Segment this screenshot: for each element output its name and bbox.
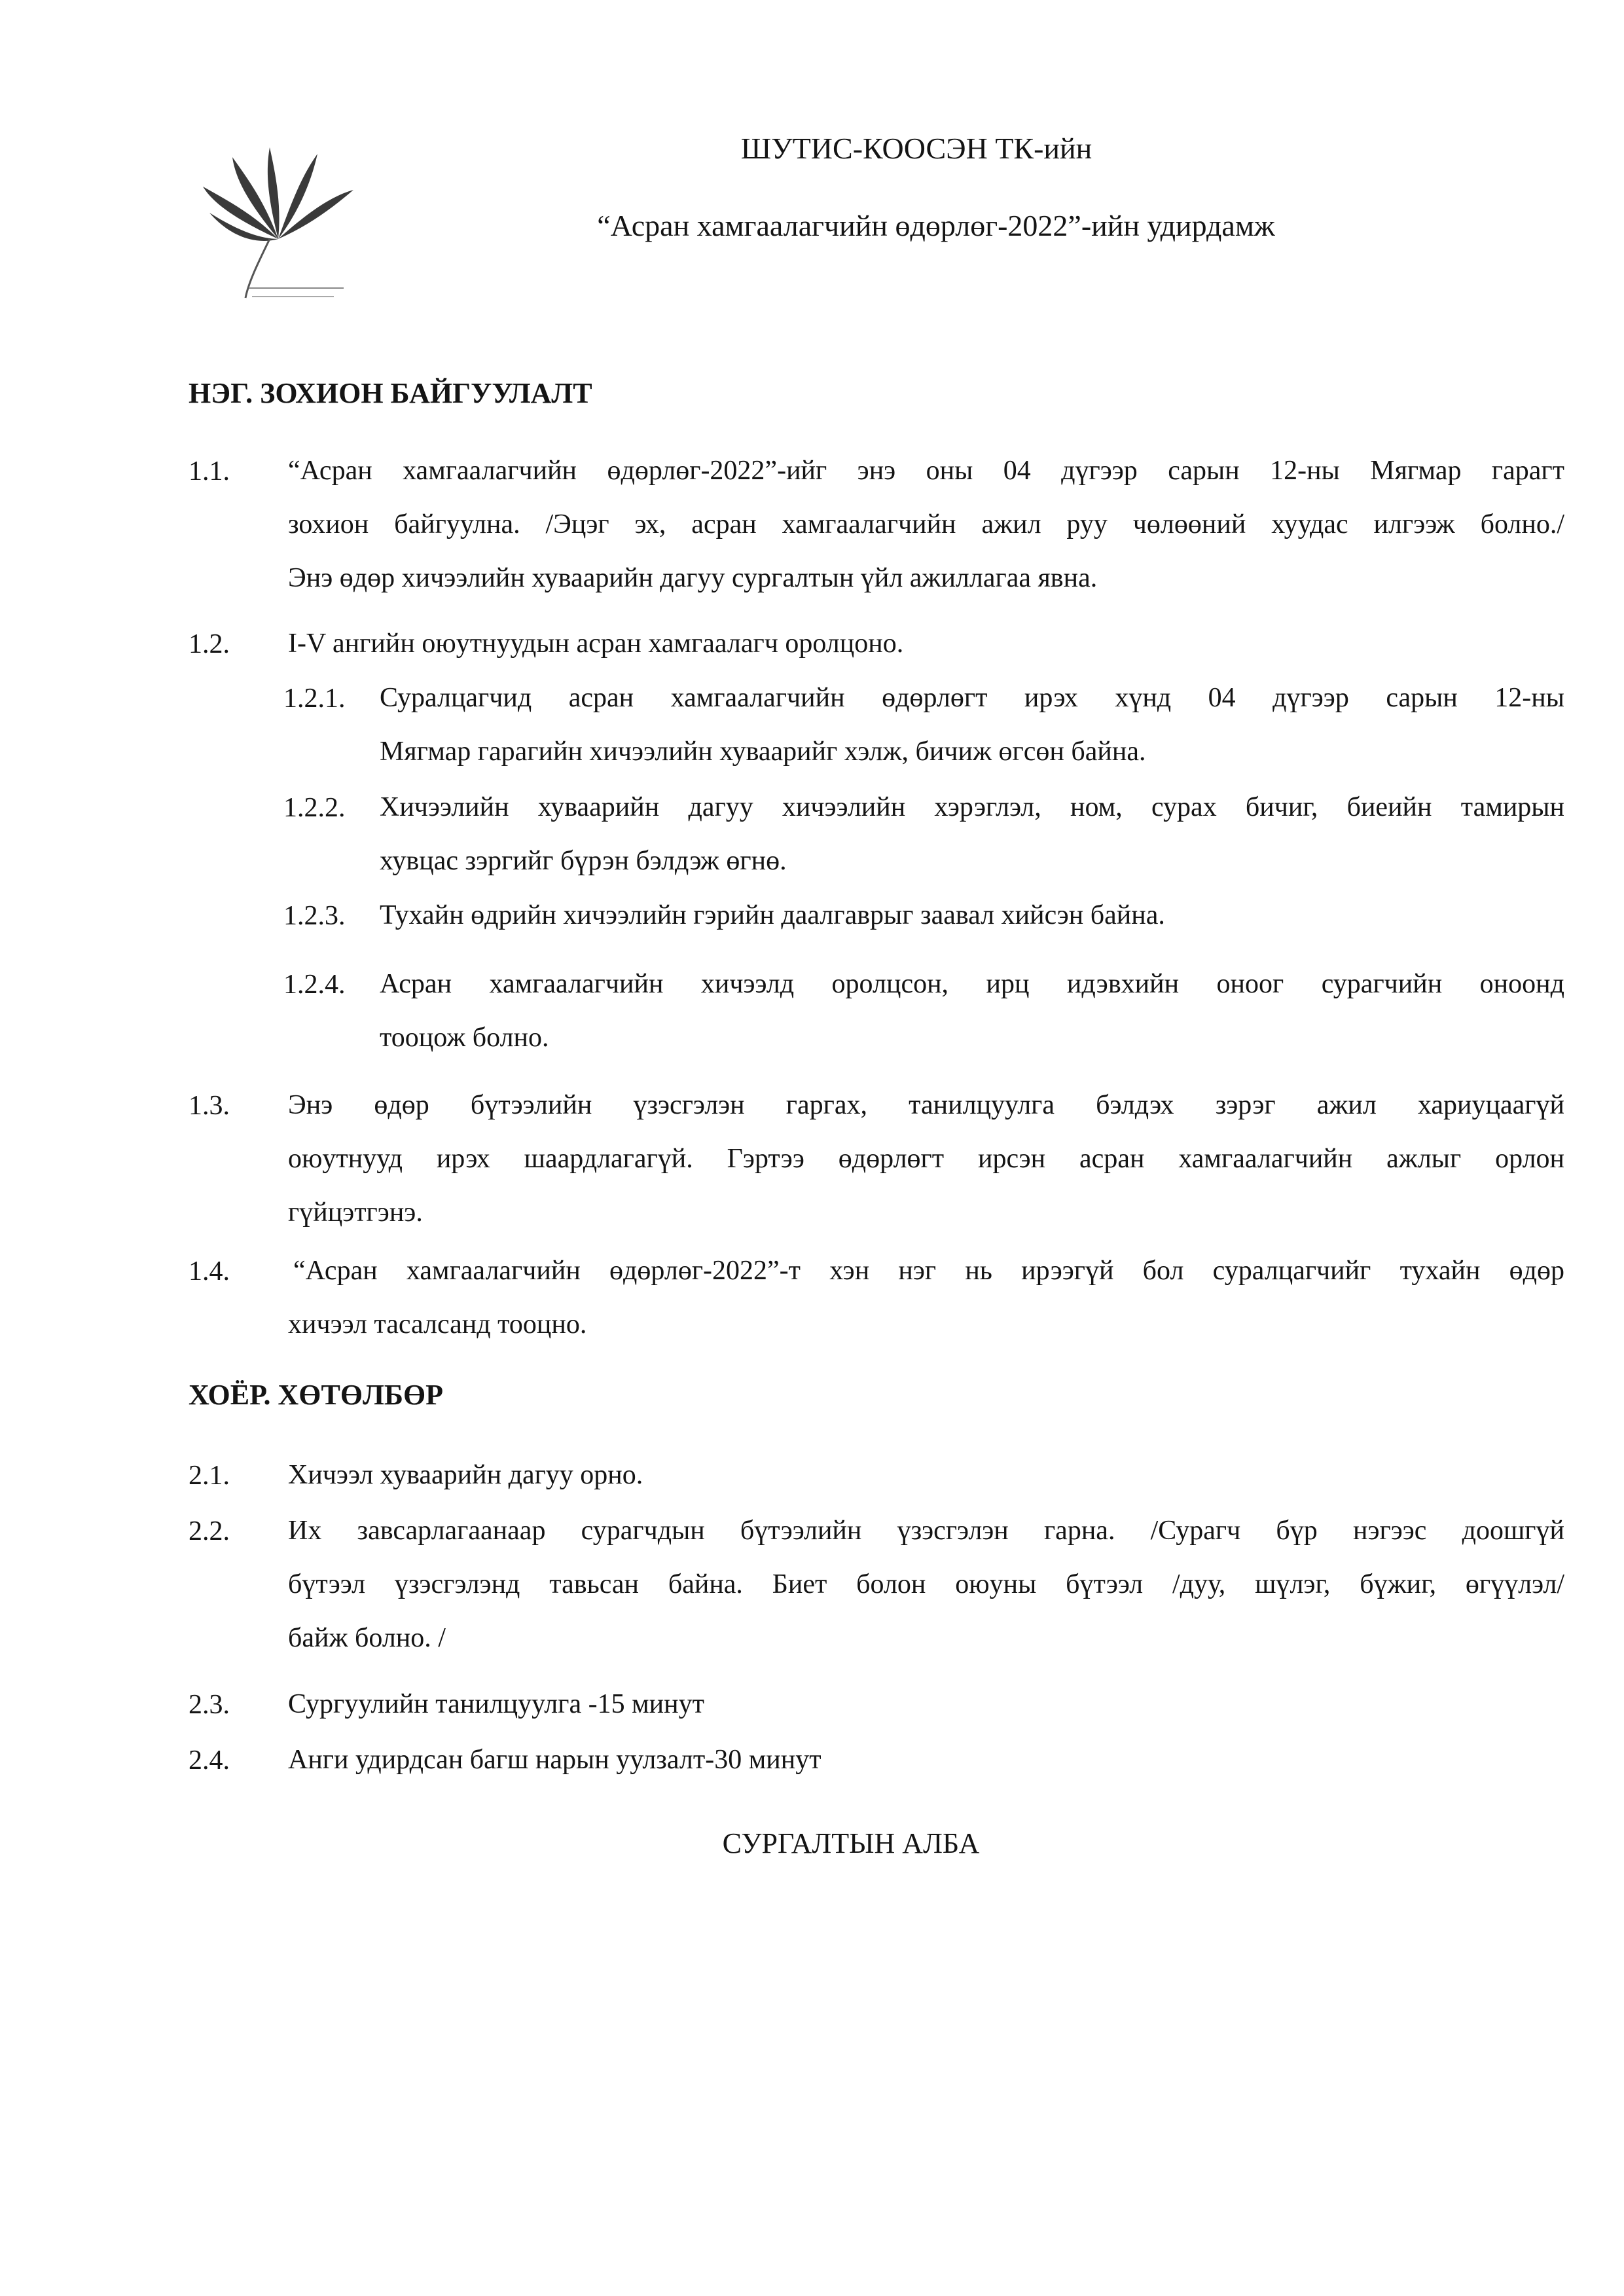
section-2-title: ХОЁР. ХӨТӨЛБӨР [189, 1379, 444, 1411]
section-1-title: НЭГ. ЗОХИОН БАЙГУУЛАЛТ [189, 377, 592, 409]
item-2-3-line: Сургуулийн танилцуулга -15 минут [288, 1689, 704, 1719]
item-number: 1.2.2. [283, 793, 346, 823]
item-1-1-line: зохион байгуулна. /Эцэг эх, асран хамгаалагчийн ажил руу чөлөөний хуудас илгээж болно./ [288, 509, 1564, 539]
item-1-2-2-line: хувцас зэргийг бүрэн бэлдэж өгнө. [380, 846, 787, 876]
item-1-2-1-line: Мягмар гарагийн хичээлийн хуваарийг хэлж, бичиж өгсөн байна. [380, 737, 1146, 767]
item-number: 1.2.1. [283, 683, 346, 714]
item-1-2-4-line: Асран хамгаалагчийн хичээлд оролцсон, ирц идэвхийн оноог сурагчийн оноонд [380, 969, 1564, 999]
item-2-1-line: Хичээл хуваарийн дагуу орно. [288, 1460, 643, 1490]
item-number: 1.3. [189, 1091, 230, 1121]
item-1-4-line: хичээл тасалсанд тооцно. [288, 1309, 587, 1339]
item-number: 1.1. [189, 456, 230, 486]
item-2-4-line: Анги удирдсан багш нарын уулзалт-30 минут [288, 1745, 821, 1775]
item-1-2-1-line: Суралцагчид асран хамгаалагчийн өдөрлөгт ирэх хүнд 04 дүгээр сарын 12-ны [380, 683, 1564, 713]
item-1-2-2-line: Хичээлийн хуваарийн дагуу хичээлийн хэрэглэл, ном, сурах бичиг, биеийн тамирын [380, 792, 1564, 822]
item-2-2-line: бүтээл үзэсгэлэнд тавьсан байна. Биет болон оюуны бүтээл /дуу, шүлэг, бүжиг, өгүүлэл/ [288, 1569, 1564, 1599]
item-1-2-4-line: тооцож болно. [380, 1023, 549, 1053]
school-logo [196, 141, 360, 304]
item-number: 1.4. [189, 1256, 230, 1286]
item-number: 1.2. [189, 629, 230, 659]
item-1-2-3-line: Тухайн өдрийн хичээлийн гэрийн даалгаврыг заавал хийсэн байна. [380, 900, 1165, 930]
item-number: 2.4. [189, 1745, 230, 1776]
item-number: 1.2.3. [283, 901, 346, 931]
item-1-3-line: Энэ өдөр бүтээлийн үзэсгэлэн гаргах, танилцуулга бэлдэх зэрэг ажил хариуцаагүй [288, 1090, 1564, 1120]
item-2-2-line: байж болно. / [288, 1623, 446, 1653]
item-number: 1.2.4. [283, 970, 346, 1000]
item-1-1-line: Энэ өдөр хичээлийн хуваарийн дагуу сургалтын үйл ажиллагаа явна. [288, 563, 1098, 593]
item-1-3-line: оюутнууд ирэх шаардлагагүй. Гэртээ өдөрлөгт ирсэн асран хамгаалагчийн ажлыг орлон [288, 1144, 1564, 1174]
item-2-2-line: Их завсарлагаанаар сурагчдын бүтээлийн үзэсгэлэн гарна. /Сурагч бүр нэгээс доошгүй [288, 1516, 1564, 1546]
item-number: 2.3. [189, 1690, 230, 1720]
item-1-3-line: гүйцэтгэнэ. [288, 1197, 423, 1228]
document-header-title: ШУТИС-КООСЭН ТК-ийн [740, 132, 1092, 165]
item-number: 2.1. [189, 1461, 230, 1491]
signature-department: СУРГАЛТЫН АЛБА [722, 1827, 980, 1859]
item-1-1-line: “Асран хамгаалагчийн өдөрлөг-2022”-ийг энэ оны 04 дүгээр сарын 12-ны Мягмар гарагт [288, 456, 1564, 486]
item-1-4-line: “Асран хамгаалагчийн өдөрлөг-2022”-т хэн нэг нь ирээгүй бол суралцагчийг тухайн өдөр [293, 1256, 1564, 1286]
document-header-subtitle: “Асран хамгаалагчийн өдөрлөг-2022”-ийн удирдамж [597, 209, 1275, 242]
item-1-2-line: I-V ангийн оюутнуудын асран хамгаалагч оролцоно. [288, 629, 904, 659]
item-number: 2.2. [189, 1516, 230, 1546]
